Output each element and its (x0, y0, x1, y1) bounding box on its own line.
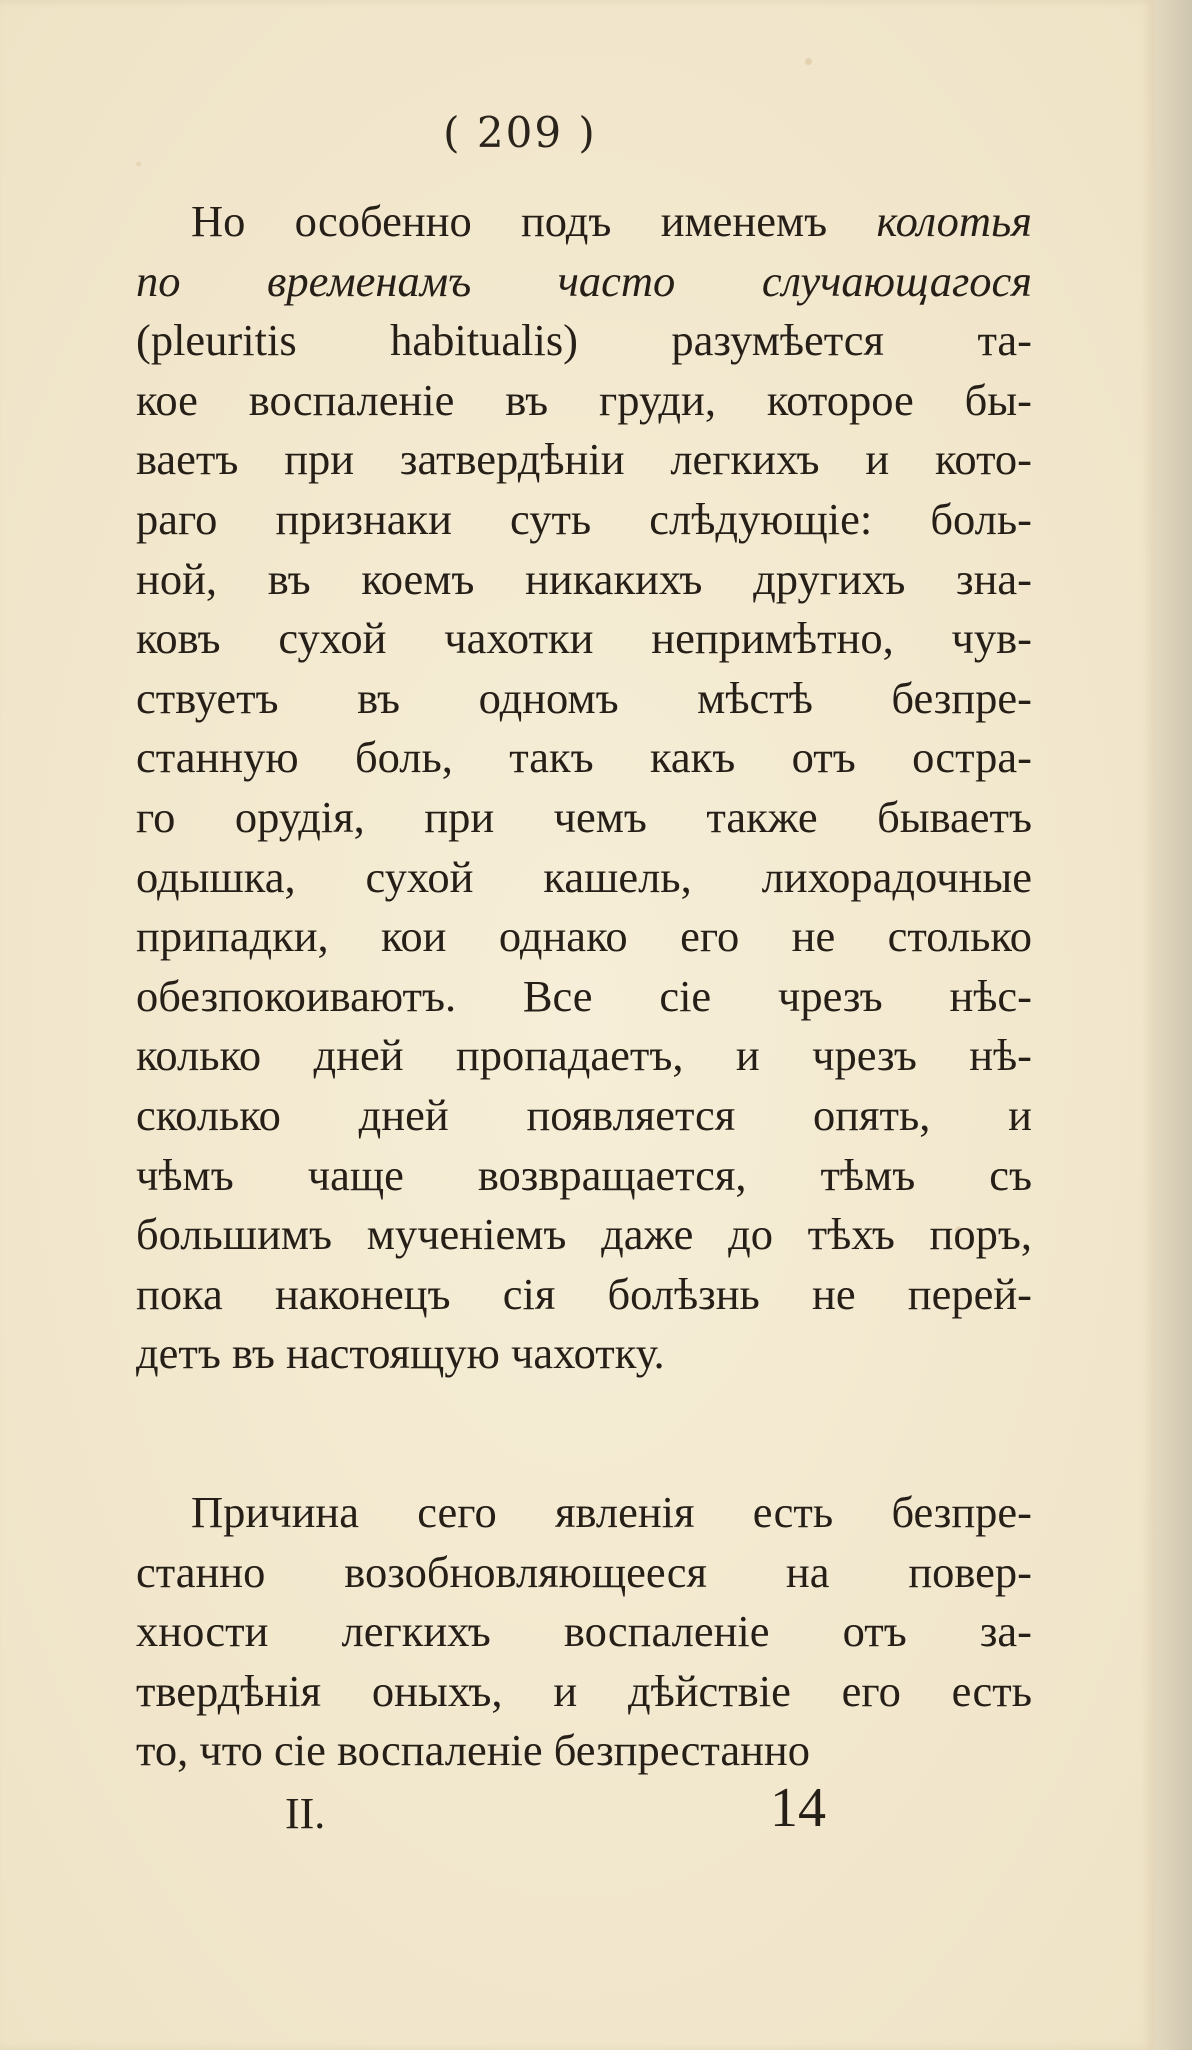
italic-text: по временамъ часто случающагося (136, 255, 1032, 306)
text-line (136, 848, 1032, 908)
text-line (136, 967, 1032, 1027)
paragraph-1 (136, 192, 1032, 1384)
text-line (136, 728, 1032, 788)
text-line-content: хности легкихъ воспаленіе отъ за- (136, 1606, 1032, 1657)
text-line-content: ствуетъ въ одномъ мѣстѣ безпре- (136, 672, 1032, 723)
text-line-content: ной, въ коемъ никакихъ другихъ зна- (136, 553, 1032, 604)
text-line (136, 1543, 1032, 1603)
paragraph-2 (136, 1483, 1032, 1781)
page-edge (1155, 0, 1192, 2050)
text-line-content: (pleuritis habitualis) разумѣется та- (136, 315, 1032, 366)
italic-text: колотья (876, 196, 1032, 246)
text-line (136, 609, 1032, 669)
text-line (136, 371, 1032, 431)
text-line-content: припадки, кои однако его не столько (136, 911, 1032, 962)
text-line (136, 907, 1032, 967)
text-line-content: станную боль, такъ какъ отъ остра- (136, 732, 1032, 783)
text-line (136, 311, 1032, 371)
text-line (136, 1721, 1032, 1781)
signature-mark: II. (285, 1789, 326, 1838)
text-line-content: одышка, сухой кашель, лихорадочные (136, 851, 1032, 902)
text-line (136, 1483, 1032, 1543)
page-number: ( 209 ) (443, 108, 597, 157)
text-line (136, 669, 1032, 729)
text-line-content: го орудія, при чемъ также бываетъ (136, 791, 1032, 842)
text-line-content: Но особенно подъ именемъ (191, 196, 877, 246)
text-line (136, 192, 1032, 252)
text-line (136, 1265, 1032, 1325)
text-line (136, 1324, 1032, 1384)
text-line-content: ваетъ при затвердѣніи легкихъ и кото- (136, 434, 1032, 485)
text-line-content: кое воспаленіе въ груди, которое бы- (136, 374, 1032, 425)
text-line-content: раго признаки суть слѣдующіе: боль- (136, 493, 1032, 544)
text-line-content: пока наконецъ сія болѣзнь не перей- (136, 1268, 1032, 1319)
sheet-number: 14 (770, 1777, 826, 1839)
text-line-content: станно возобновляющееся на повер- (136, 1546, 1032, 1597)
text-line (136, 788, 1032, 848)
text-line-content: сколько дней появляется опять, и (136, 1089, 1032, 1140)
text-line (136, 252, 1032, 312)
text-line (136, 1146, 1032, 1206)
text-line (136, 550, 1032, 610)
text-line (136, 1602, 1032, 1662)
text-line-content: ковъ сухой чахотки непримѣтно, чув- (136, 613, 1032, 664)
text-line-content: чѣмъ чаще возвращается, тѣмъ съ (136, 1149, 1032, 1200)
text-line-content: детъ въ настоящую чахотку. (136, 1328, 665, 1379)
text-line-content: обезпокоиваютъ. Все сіе чрезъ нѣс- (136, 970, 1032, 1021)
text-line-content: то, что сіе воспаленіе безпрестанно (136, 1725, 810, 1776)
text-line (136, 1026, 1032, 1086)
text-line-content: Причина сего явленія есть безпре- (191, 1487, 1032, 1537)
text-line-content: твердѣнія оныхъ, и дѣйствіе его есть (136, 1665, 1032, 1716)
text-line (136, 430, 1032, 490)
text-line (136, 1205, 1032, 1265)
text-line-content: большимъ мученіемъ даже до тѣхъ поръ, (136, 1209, 1032, 1260)
text-line-content: колько дней пропадаетъ, и чрезъ нѣ- (136, 1030, 1032, 1081)
text-line (136, 1086, 1032, 1146)
text-line (136, 490, 1032, 550)
text-line (136, 1662, 1032, 1722)
